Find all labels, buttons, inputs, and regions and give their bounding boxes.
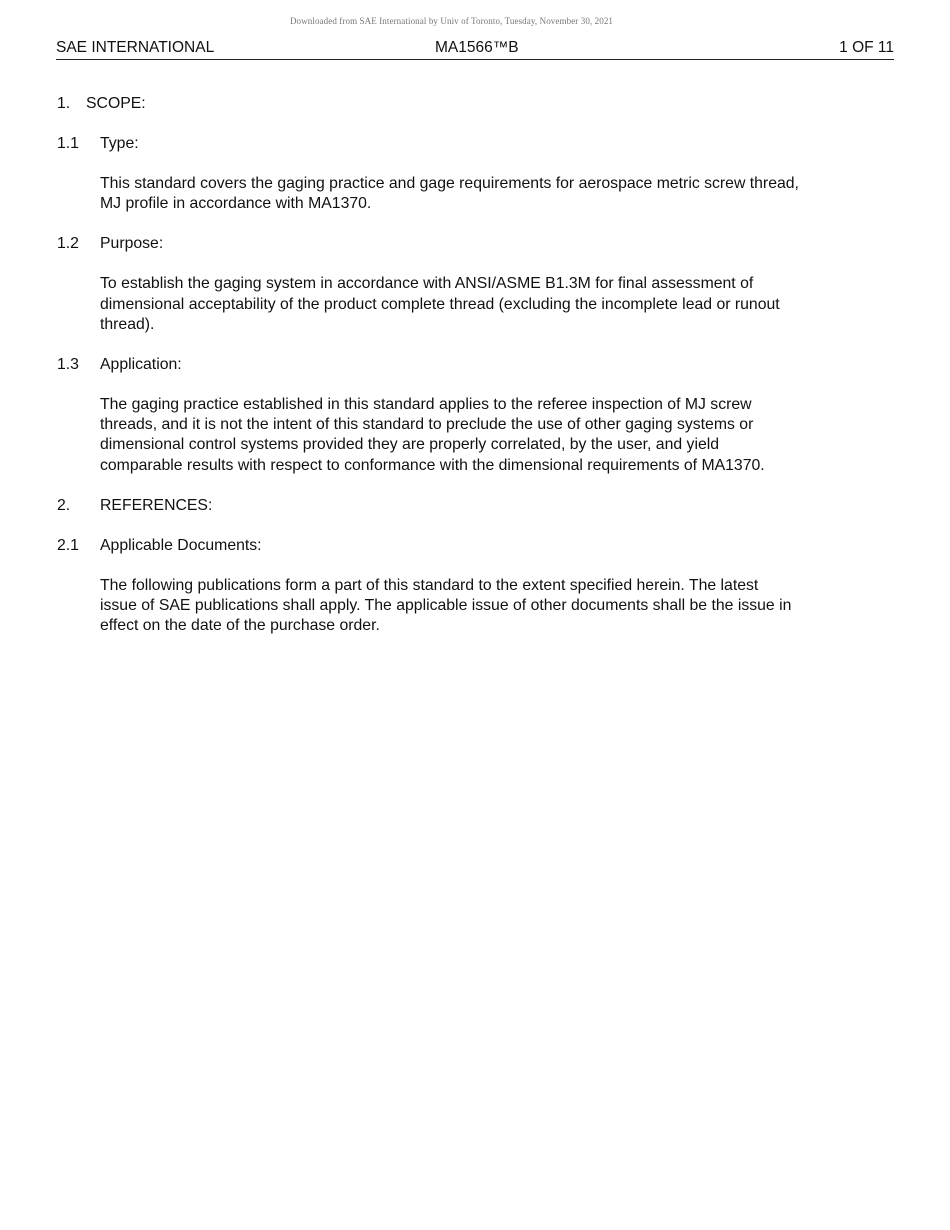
header-page-number: 1 OF 11 [839, 39, 894, 56]
paragraph-line: thread). [100, 315, 155, 333]
section-number: 2. [57, 496, 71, 514]
section-1-3-paragraph [100, 395, 855, 476]
header-organization: SAE INTERNATIONAL [56, 39, 215, 56]
section-2-heading [57, 496, 857, 516]
paragraph-line: dimensional acceptability of the product complete thread (excluding the incomplete lead or runout [100, 295, 780, 313]
section-1-1-paragraph [100, 174, 855, 214]
section-1-2-heading [57, 234, 857, 254]
section-2-1-paragraph [100, 576, 855, 637]
section-number: 1.3 [57, 356, 79, 374]
section-1-3-heading [57, 355, 857, 375]
download-watermark: Downloaded from SAE International by Univ of Toronto, Tuesday, November 30, 2021 [289, 16, 614, 26]
paragraph-line: effect on the date of the purchase order. [100, 617, 380, 635]
document-body [57, 94, 857, 636]
paragraph-line: comparable results with respect to conformance with the dimensional requirements of MA1370. [100, 456, 765, 474]
section-2-1-heading [57, 536, 857, 556]
paragraph-line: MJ profile in accordance with MA1370. [100, 195, 372, 213]
section-title: REFERENCES: [100, 496, 213, 514]
section-title: Type: [100, 135, 139, 152]
paragraph-line: This standard covers the gaging practice and gage requirements for aerospace metric screw thread, [100, 175, 799, 192]
section-title: Application: [100, 356, 182, 374]
paragraph-line: To establish the gaging system in accordance with ANSI/ASME B1.3M for final assessment of [100, 275, 754, 293]
section-title: Applicable Documents: [100, 536, 262, 554]
paragraph-line: The gaging practice established in this standard applies to the referee inspection of MJ screw [100, 396, 752, 414]
section-number: 1.1 [57, 135, 79, 152]
paragraph-line: issue of SAE publications shall apply. The applicable issue of other documents shall be the issue in [100, 597, 792, 615]
section-1-2-paragraph [100, 274, 855, 335]
page-header [56, 38, 894, 60]
section-1-1-heading [57, 134, 857, 154]
section-number: 1.2 [57, 235, 79, 253]
paragraph-line: threads, and it is not the intent of this standard to preclude the use of other gaging systems or [100, 416, 754, 434]
section-number: 2.1 [57, 536, 79, 554]
header-document-id: MA1566™B [435, 39, 519, 56]
section-1-heading [57, 94, 857, 114]
paragraph-line: dimensional control systems provided they are properly correlated, by the user, and yield [100, 436, 720, 454]
paragraph-line: The following publications form a part of this standard to the extent specified herein. The latest [100, 576, 759, 594]
section-title: Purpose: [100, 235, 164, 253]
section-number: 1. [57, 95, 71, 112]
section-title: SCOPE: [86, 95, 146, 112]
